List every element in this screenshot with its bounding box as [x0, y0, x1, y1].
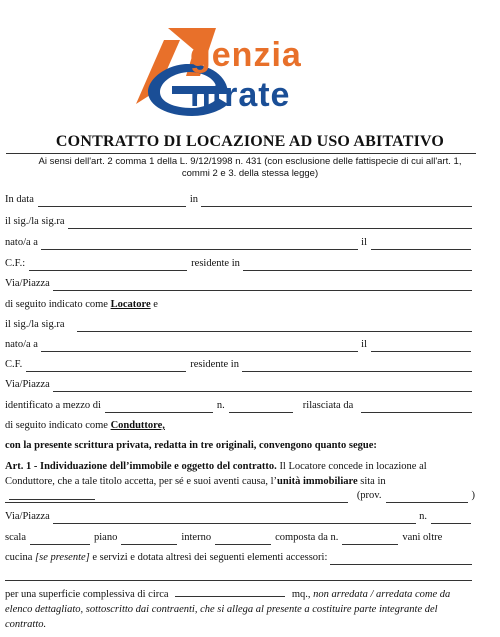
label-cf-1: C.F.: [5, 258, 26, 269]
label-seguito-locatore: di seguito indicato come [5, 299, 108, 310]
field-documento-numero[interactable] [229, 402, 293, 413]
row-immobile-dettagli [5, 531, 475, 545]
label-immobile-n: n. [419, 511, 427, 522]
subtitle-line-2: commi 2 e 3. della stessa legge) [181, 168, 319, 179]
label-sig-2: il sig./la sig.ra [5, 319, 65, 330]
label-residente-1: residente in [191, 258, 240, 269]
intro-text: con la presente scrittura privata, redatta in tre originali, convengono quanto segue: [5, 440, 377, 451]
label-cucina: cucina [5, 552, 33, 563]
label-seguito-conduttore: di seguito indicato come [5, 420, 108, 431]
label-in: in [189, 194, 199, 205]
art1-unita: unità immobiliare [277, 476, 358, 487]
row-conduttore-label [5, 419, 475, 433]
label-in-data: In data [5, 194, 34, 205]
label-arredata: non arredata / arredata come da elenco dettagliato, sottoscritto dai contraenti, che si allega al presente a costituire parte integrante del contratto. [5, 589, 451, 630]
row-immobile-prov [5, 489, 475, 503]
field-conduttore-via[interactable] [53, 381, 472, 392]
superficie-paragraph [5, 586, 477, 632]
label-il-2: il [361, 339, 367, 350]
field-conduttore-data-nascita[interactable] [371, 341, 471, 352]
label-servizi: e servizi e dotata altresì dei seguenti elementi accessori: [92, 552, 328, 563]
label-n-doc: n. [216, 400, 225, 411]
row-locatore-cf [5, 257, 475, 271]
art1-text-1: Il Locatore concede in locazione al Conduttore, che a tale titolo accetta, per sé e suoi aventi causa, l’ [5, 461, 427, 487]
field-data[interactable] [38, 196, 186, 207]
label-locatore: Locatore [110, 299, 151, 310]
label-immobile-via: Via/Piazza [5, 511, 50, 522]
field-locatore-data-nascita[interactable] [371, 239, 471, 250]
field-locatore-residenza[interactable] [243, 260, 472, 271]
label-residente-2: residente in [190, 359, 239, 370]
field-accessori-inline[interactable] [330, 554, 472, 565]
row-accessori-extra [5, 570, 475, 581]
row-locatore-nome [5, 215, 475, 229]
field-superficie[interactable] [175, 586, 285, 597]
label-e: e [153, 299, 158, 310]
field-immobile-prov[interactable] [386, 492, 468, 503]
label-il-1: il [361, 237, 367, 248]
label-piano: piano [94, 532, 118, 543]
label-interno: interno [181, 532, 212, 543]
label-sig-1: il sig./la sig.ra [5, 216, 65, 227]
row-intro [5, 439, 475, 453]
field-locatore-via[interactable] [53, 280, 472, 291]
field-interno[interactable] [215, 534, 271, 545]
label-nato-2: nato/a a [5, 339, 38, 350]
label-superficie: per una superficie complessiva di circa [5, 589, 169, 600]
label-nato-1: nato/a a [5, 237, 38, 248]
field-piano[interactable] [121, 534, 177, 545]
label-via-1: Via/Piazza [5, 278, 50, 289]
row-locatore-via [5, 277, 475, 291]
field-conduttore-cf[interactable] [26, 361, 186, 372]
label-rilasciata: rilasciata da [302, 400, 354, 411]
label-conduttore: Conduttore, [110, 420, 165, 431]
field-luogo[interactable] [201, 196, 472, 207]
label-cf-2: C.F. [5, 359, 23, 370]
label-identificato: identificato a mezzo di [5, 400, 101, 411]
label-via-2: Via/Piazza [5, 379, 50, 390]
label-vani: vani oltre [402, 532, 443, 543]
row-conduttore-nome [5, 318, 475, 332]
field-documento-ente[interactable] [361, 402, 472, 413]
logo-word-agenzia: genzia [190, 36, 302, 74]
label-se-presente: [se presente] [35, 552, 90, 563]
document-subtitle [20, 156, 480, 180]
row-locatore-nascita [5, 236, 475, 250]
label-mq: mq., [291, 589, 311, 600]
field-conduttore-residenza[interactable] [242, 361, 472, 372]
subtitle-line-1: Ai sensi dell'art. 2 comma 1 della L. 9/12/1998 n. 431 (con esclusione delle fattispecie di cui all'art. 1, [38, 156, 462, 167]
field-documento-tipo[interactable] [105, 402, 213, 413]
art1-text-2: sita in [357, 476, 386, 487]
field-vani[interactable] [342, 534, 398, 545]
row-immobile-via [5, 510, 475, 524]
label-prov-close: ) [471, 490, 475, 501]
row-conduttore-via [5, 378, 475, 392]
row-data-luogo [5, 193, 475, 207]
field-immobile-civico[interactable] [431, 513, 471, 524]
field-scala[interactable] [30, 534, 90, 545]
document-title: CONTRATTO DI LOCAZIONE AD USO ABITATIVO [55, 133, 445, 150]
row-conduttore-nascita [5, 338, 475, 352]
row-documento [5, 399, 475, 413]
row-locatore-label [5, 298, 475, 312]
logo-word-entrate: ntrate [190, 76, 291, 114]
art1-heading: Art. 1 - Individuazione dell’immobile e oggetto del contratto. [5, 461, 277, 472]
field-immobile-via[interactable] [53, 513, 416, 524]
row-conduttore-cf [5, 358, 475, 372]
label-prov: (prov. [356, 490, 382, 501]
field-locatore-nome[interactable] [68, 218, 473, 229]
label-scala: scala [5, 532, 26, 543]
field-accessori[interactable] [5, 570, 472, 581]
field-conduttore-nome[interactable] [77, 321, 473, 332]
field-immobile-comune[interactable] [5, 492, 348, 503]
row-immobile-accessori [5, 551, 475, 565]
field-locatore-luogo-nascita[interactable] [41, 239, 358, 250]
field-locatore-cf[interactable] [29, 260, 187, 271]
field-conduttore-luogo-nascita[interactable] [41, 341, 358, 352]
title-rule [6, 153, 476, 154]
agenzia-entrate-logo [128, 20, 388, 120]
label-composta: composta da n. [275, 532, 339, 543]
